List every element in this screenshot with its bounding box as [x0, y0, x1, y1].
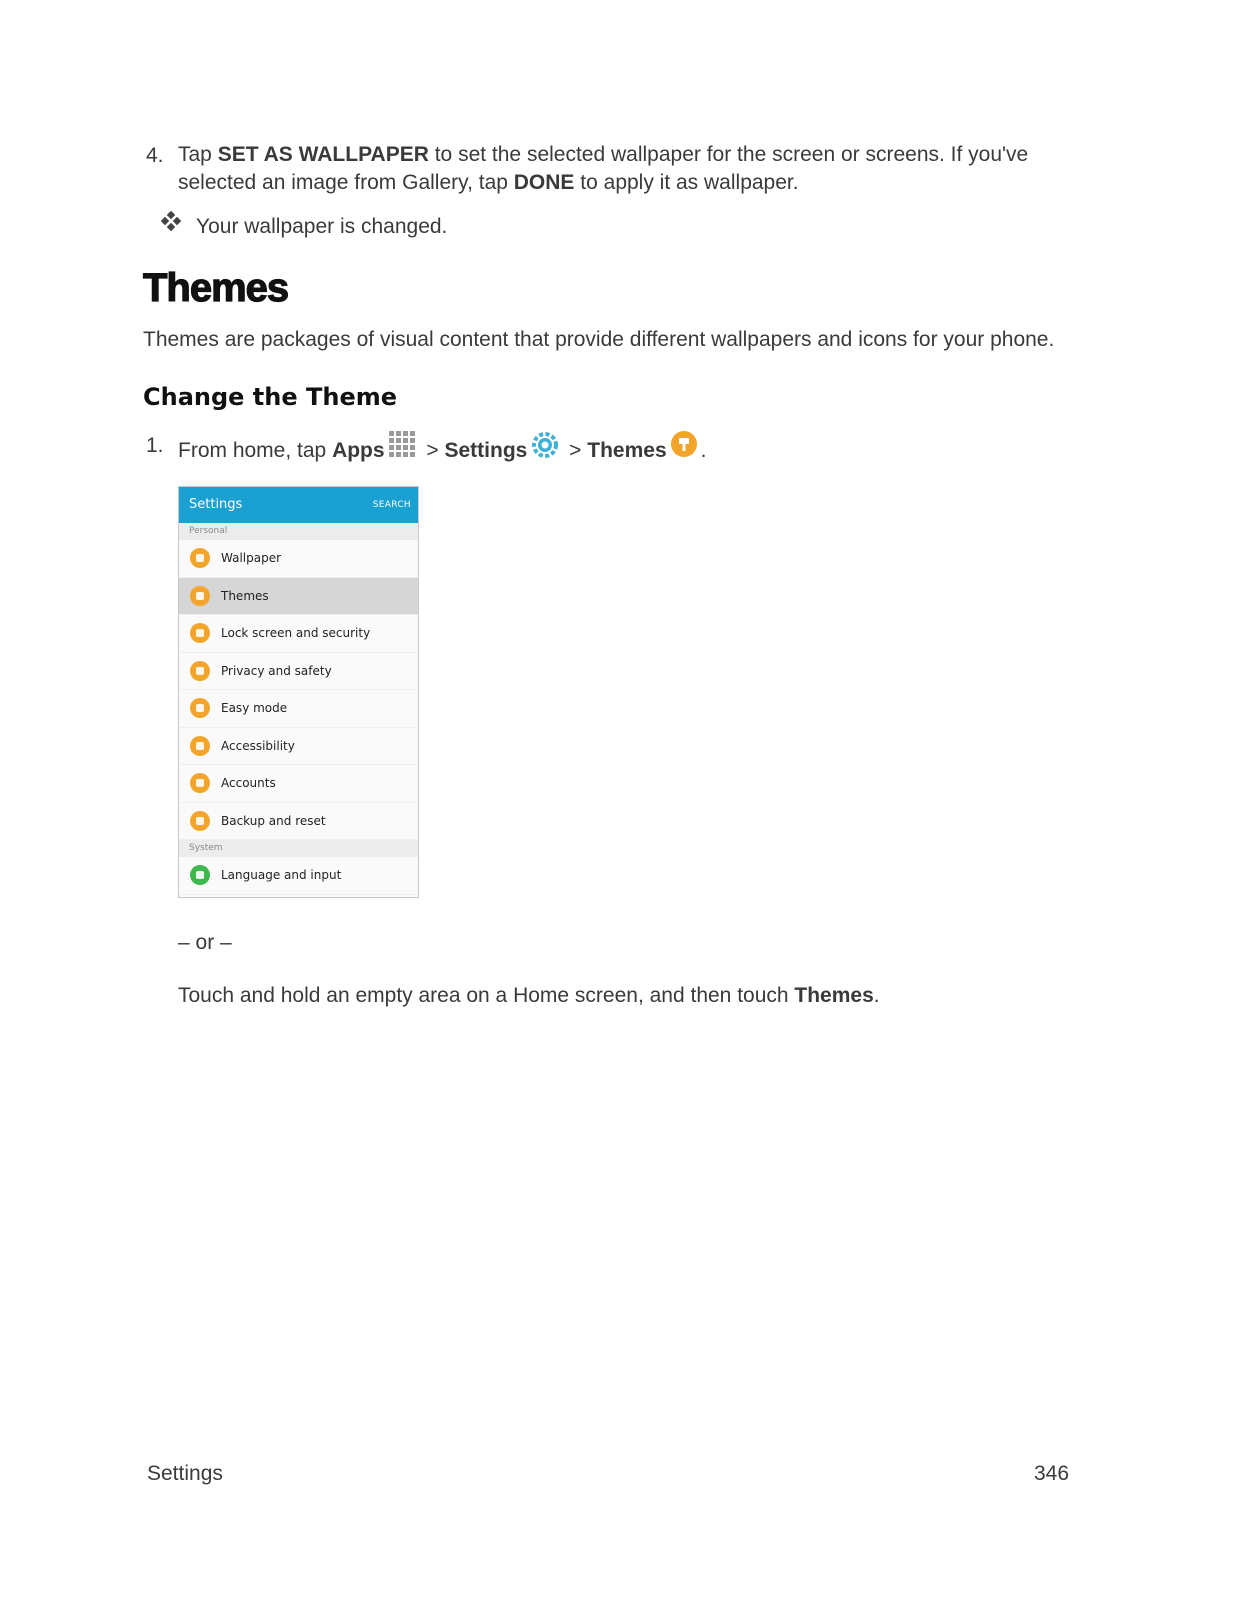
alternate-step-text: Touch and hold an empty area on a Home screen, and then touch Themes.: [178, 984, 880, 1007]
settings-item-label: Wallpaper: [221, 551, 282, 565]
set-as-wallpaper-label: SET AS WALLPAPER: [217, 143, 429, 166]
step-number: 1.: [146, 434, 164, 457]
settings-item-backup-and-reset[interactable]: [179, 803, 418, 841]
privacy-icon: [190, 661, 210, 681]
intro-text: Themes are packages of visual content that provide different wallpapers and icons for your phone.: [143, 328, 1055, 351]
app-bar-title: Settings: [189, 497, 243, 512]
settings-item-label: Accounts: [221, 776, 276, 790]
backup-icon: [190, 811, 210, 831]
easy-mode-icon: [190, 698, 210, 718]
section-header-personal: Personal: [179, 523, 418, 540]
settings-item-themes[interactable]: [179, 578, 418, 616]
app-bar: [179, 487, 418, 523]
result-diamond-icon: [160, 211, 182, 238]
themes-brush-icon: [669, 431, 699, 469]
settings-item-accounts[interactable]: [179, 765, 418, 803]
settings-item-easy-mode[interactable]: [179, 690, 418, 728]
search-button[interactable]: SEARCH: [372, 500, 411, 510]
settings-item-accessibility[interactable]: [179, 728, 418, 766]
settings-item-label: Backup and reset: [221, 813, 326, 828]
page-heading: Themes: [143, 266, 289, 310]
accessibility-icon: [190, 736, 210, 756]
or-separator: – or –: [178, 931, 232, 954]
footer-section: Settings: [147, 1462, 223, 1485]
step-number: 4.: [146, 144, 164, 167]
apps-grid-icon: [387, 431, 419, 469]
wallpaper-icon: [190, 548, 210, 568]
settings-item-label: Easy mode: [221, 701, 288, 715]
settings-label: Settings: [444, 439, 528, 462]
settings-item-label: Language and input: [221, 868, 342, 882]
step-1-text: From home, tap Apps > Settings > Themes .: [178, 431, 878, 469]
subheading: Change the Theme: [143, 383, 398, 411]
language-icon: [190, 865, 210, 885]
section-header-system: System: [179, 840, 418, 857]
page-number: 346: [1034, 1462, 1070, 1485]
done-label: DONE: [513, 171, 575, 194]
settings-screenshot: [178, 486, 419, 898]
key-icon: [190, 773, 210, 793]
result-text: Your wallpaper is changed.: [196, 215, 448, 238]
step-4-text: Tap SET AS WALLPAPER to set the selected wallpaper for the screen or screens. If you've selected an image from Gallery, tap DONE to apply it as wallpaper.: [178, 143, 1029, 194]
settings-item-wallpaper[interactable]: [179, 540, 418, 578]
settings-item-label: Accessibility: [221, 738, 295, 753]
settings-gear-icon: [529, 431, 561, 469]
settings-item-label: Privacy and safety: [221, 663, 332, 678]
settings-item-label: Lock screen and security: [221, 626, 371, 640]
themes-label: Themes: [587, 439, 667, 462]
settings-item-privacy-and-safety[interactable]: [179, 653, 418, 691]
themes-label: Themes: [794, 984, 874, 1007]
settings-item-lock-screen-and-security[interactable]: [179, 615, 418, 653]
lock-icon: [190, 623, 210, 643]
themes-icon: [190, 586, 210, 606]
apps-label: Apps: [332, 439, 385, 462]
settings-item-label: Themes: [221, 588, 269, 603]
settings-item-language-and-input[interactable]: [179, 857, 418, 895]
